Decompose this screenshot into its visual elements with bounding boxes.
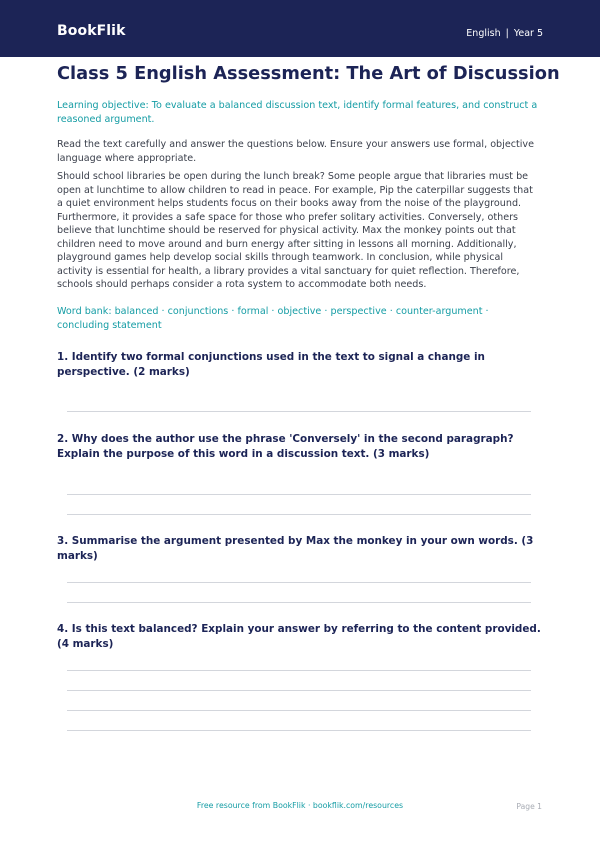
subject-label	[466, 28, 543, 39]
answer-line[interactable]	[67, 710, 531, 711]
footer-resource-link[interactable]: Free resource from BookFlik · bookflik.com/resources	[196, 801, 404, 810]
reading-passage: Should school libraries be open during the lunch break? Some people argue that libraries must be open at lunchtime to allow children to read in peace. For example, Pip the caterpillar suggests that a quiet environment helps students focus on their books away from the noise of the playground. Furthermore, it provides a safe space for those who prefer solitary activities. Conversely, others believe that lunchtime should be reserved for physical activity. Max the monkey points out that children need to move around and burn energy after sitting in lessons all morning. Additionally, playground games help develop social skills through teamwork. In conclusion, while physical activity is essential for health, a library provides a vital sanctuary for quiet reflection. Therefore, schools should perhaps consider a rota system to accommodate both needs.	[57, 171, 533, 291]
answer-line[interactable]	[67, 494, 531, 495]
year-name: Year 5	[513, 28, 543, 39]
answer-line[interactable]	[67, 670, 531, 671]
page-number: Page 1	[516, 802, 542, 811]
subject-name: English	[466, 28, 501, 39]
page-title: Class 5 English Assessment: The Art of Discussion	[57, 63, 560, 84]
instructions-text: Read the text carefully and answer the questions below. Ensure your answers use formal, objective language where appropriate.	[57, 139, 534, 164]
answer-line[interactable]	[67, 582, 531, 583]
learning-objective: Learning objective: To evaluate a balanced discussion text, identify formal features, and construct a reasoned argument.	[57, 100, 538, 125]
brand-logo[interactable]: BookFlik	[57, 23, 126, 39]
question-4: 4. Is this text balanced? Explain your answer by referring to the content provided. (4 marks)	[57, 623, 541, 650]
question-1: 1. Identify two formal conjunctions used in the text to signal a change in perspective. (2 marks)	[57, 351, 485, 378]
answer-line[interactable]	[67, 730, 531, 731]
header-bar	[0, 0, 600, 57]
separator: |	[505, 28, 509, 39]
question-3: 3. Summarise the argument presented by Max the monkey in your own words. (3 marks)	[57, 535, 534, 562]
answer-line[interactable]	[67, 514, 531, 515]
answer-line[interactable]	[67, 602, 531, 603]
answer-line[interactable]	[67, 411, 531, 412]
question-2: 2. Why does the author use the phrase 'Conversely' in the second paragraph? Explain the purpose of this word in a discussion text. (3 marks)	[57, 433, 514, 460]
answer-line[interactable]	[67, 690, 531, 691]
word-bank: Word bank: balanced · conjunctions · formal · objective · perspective · counter-argument · concluding statement	[57, 306, 489, 331]
